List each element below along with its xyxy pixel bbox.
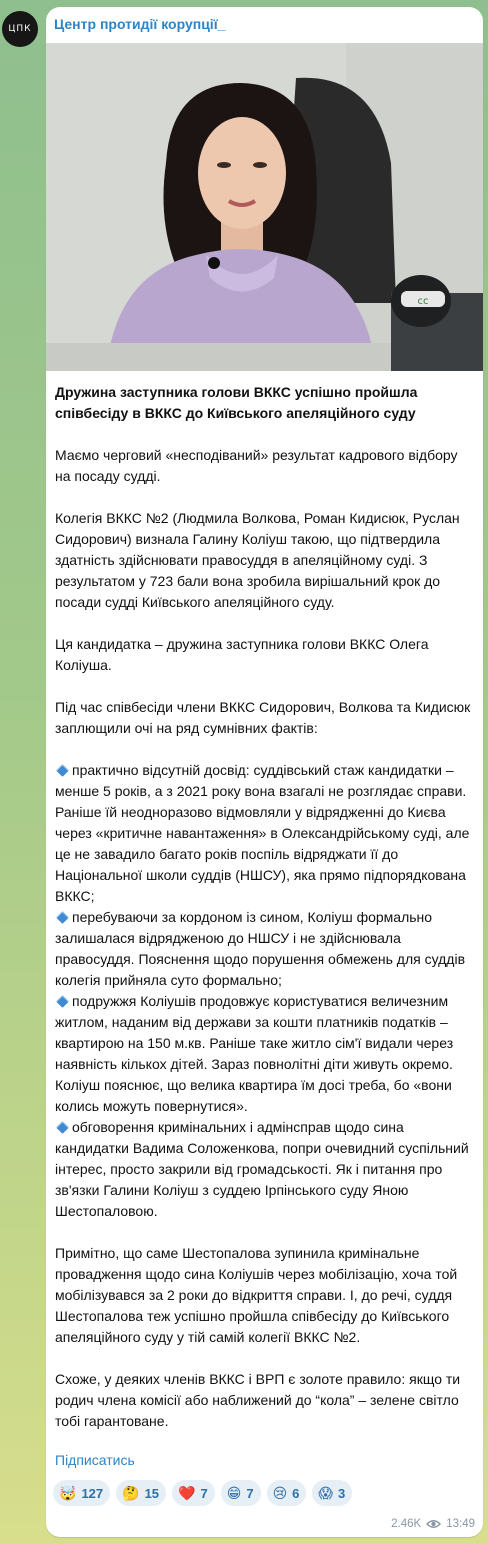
reaction-exploding-head[interactable] <box>53 1480 110 1506</box>
post-headline: Дружина заступника голови ВККС успішно пройшла співбесіду в ВККС до Київського апеляційного суду <box>55 384 422 421</box>
post-paragraph-5: Примітно, що саме Шестопалова зупинила кримінальне провадження щодо сина Коліушів через мобілізацію, хоча той мобілізувався за 2 роки до відкриття справи. І, до речі, суддя Шестопалова теж успішно пройшла співбесіду до Київського апеляційного суду у тій самій колегії ВККС №2. <box>55 1245 462 1345</box>
reaction-count: 3 <box>338 1485 346 1501</box>
thinking-face-icon: 🤔 <box>122 1484 140 1501</box>
post-paragraph-1: Маємо черговий «несподіваний» результат кадрового відбору на посаду судді. <box>55 447 462 484</box>
eye-icon <box>426 1519 441 1529</box>
bullet-text-1: практично відсутній досвід: суддівський стаж кандидатки – менше 5 років, а з 2021 року вона взагалі не розглядає справи. Раніше їй неодноразово відмовляли у відрядженні до Києва через «критичне навантаження» в Олександрійському суді, але це не завадило багато років поспіль відряджати її до Національної школи суддів (НШСУ), яка прямо підпорядкована ВККС; <box>55 762 474 904</box>
blue-diamond-icon <box>56 911 69 924</box>
message-time: 13:49 <box>446 1518 475 1530</box>
post-paragraph-6: Схоже, у деяких членів ВККС і ВРП є золоте правило: якщо ти родич члена комісії або наближений до “кола” – зелене світло тобі гарантоване. <box>55 1371 464 1429</box>
post-photo[interactable] <box>46 43 483 371</box>
bullet-text-2: перебуваючи за кордоном із сином, Коліуш формально залишалася відрядженою до НШСУ і не здійснювала правосуддя. Пояснення щодо порушення обмежень для суддів колегія прийняла суто формально; <box>55 909 469 988</box>
reaction-count: 15 <box>144 1485 160 1501</box>
post-paragraph-3: Ця кандидатка – дружина заступника голови ВККС Олега Коліуша. <box>55 636 433 673</box>
red-heart-icon: ❤️ <box>178 1484 196 1501</box>
reaction-count: 127 <box>81 1485 104 1501</box>
post-paragraph-2: Колегія ВККС №2 (Людмила Волкова, Роман Кидисюк, Руслан Сидорович) визнала Галину Коліуш такою, що підтвердила здатність здійснювати правосуддя в апеляційному суді. З результатом у 723 бали вона зробила вирішальний крок до посади судді Київського апеляційного суду. <box>55 510 464 610</box>
mic-label: cc <box>417 296 429 307</box>
exploding-head-icon: 🤯 <box>59 1484 77 1501</box>
message-meta <box>391 1518 475 1530</box>
subscribe-link[interactable]: Підписатись <box>55 1452 135 1468</box>
bullet-item-2 <box>55 907 475 991</box>
reaction-crying[interactable] <box>267 1480 307 1506</box>
channel-name[interactable]: Центр протидії корупції_ <box>54 16 226 32</box>
blue-diamond-icon <box>56 764 69 777</box>
message-bubble <box>46 7 483 1537</box>
channel-avatar[interactable]: ЦПК <box>2 11 38 47</box>
screaming-face-icon: 😱 <box>318 1484 334 1501</box>
grinning-face-icon: 😁 <box>226 1484 242 1501</box>
reaction-count: 6 <box>292 1485 300 1501</box>
reaction-grin[interactable] <box>221 1480 261 1506</box>
reaction-heart[interactable] <box>172 1480 215 1506</box>
bullet-text-4: обговорення кримінальних і адмінсправ щодо сина кандидатки Вадима Соложенкова, попри очевидний суспільний інтерес, просто закрили від громадськості. Як і питання про зв'язки Галини Коліуш з суддею Ірпінського суду Яною Шестопаловою. <box>55 1119 473 1219</box>
bullet-item-3 <box>55 991 475 1117</box>
reaction-count: 7 <box>246 1485 254 1501</box>
bullet-item-1 <box>55 760 475 907</box>
post-paragraph-4: Під час співбесіди члени ВККС Сидорович, Волкова та Кидисюк заплющили очі на ряд сумнівних фактів: <box>55 699 475 736</box>
blue-diamond-icon <box>56 1121 69 1134</box>
reactions-bar <box>53 1480 352 1506</box>
reaction-thinking[interactable] <box>116 1480 166 1506</box>
photo-illustration <box>46 43 483 371</box>
bullet-text-3: подружжя Коліушів продовжує користуватися величезним житлом, наданим від держави за кошти платників податків – квартирою на 150 м.кв. Раніше таке житло сім'ї видали через наявність кількох дітей. Зараз повнолітні діти живуть окремо. Коліуш пояснює, що велика квартира їм досі треба, бо «вони колись можуть повернутися». <box>55 993 458 1114</box>
reaction-scream[interactable] <box>312 1480 352 1506</box>
reaction-count: 7 <box>200 1485 208 1501</box>
views-count: 2.46K <box>391 1518 422 1530</box>
post-text <box>55 382 475 1453</box>
crying-face-icon: 😢 <box>272 1484 288 1501</box>
bullet-list <box>55 760 475 1222</box>
blue-diamond-icon <box>56 995 69 1008</box>
bullet-item-4 <box>55 1117 475 1222</box>
